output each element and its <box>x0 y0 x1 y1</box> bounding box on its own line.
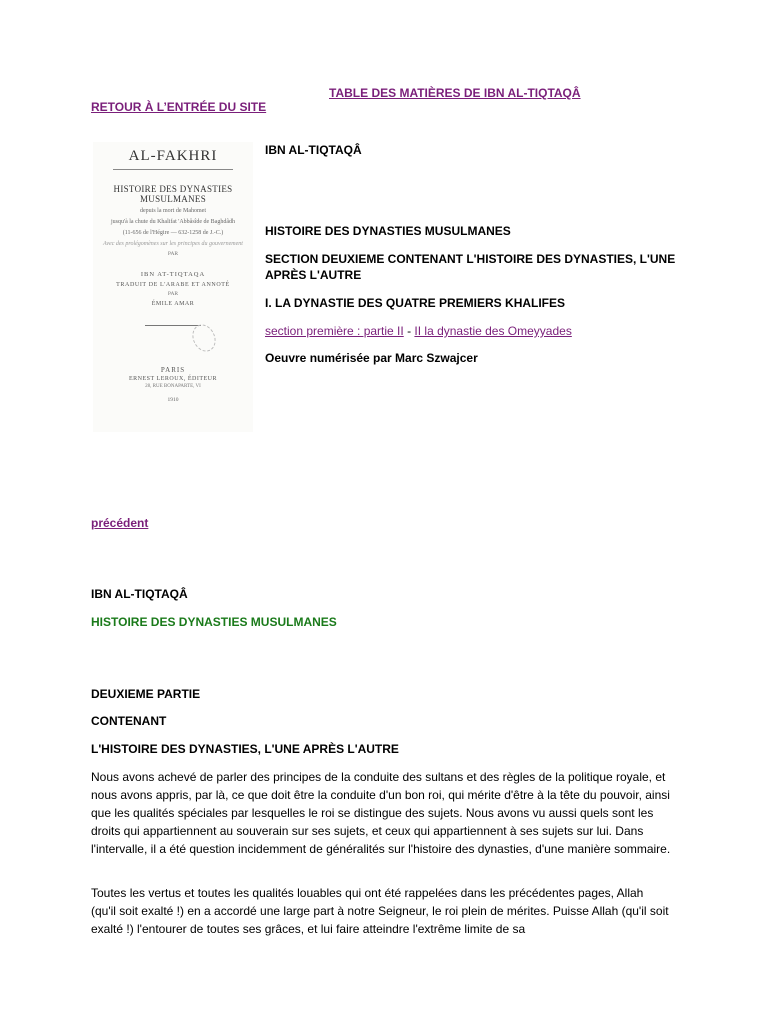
previous-link[interactable]: précédent <box>91 516 149 530</box>
cover-author: IBN AT-TIQTAQA <box>140 271 206 278</box>
cover-line-1: depuis la mort de Mahomet <box>140 208 206 214</box>
content-author: IBN AL-TIQTAQÂ <box>91 587 188 601</box>
body-paragraph-1: Nous avons achevé de parler des principes de la conduite des sultans et des règles de la politique royale, et nous avons appris, par là, ce que doit être la conduite d'un bon roi, qui mérite d'être à la tête du pouvoir, ainsi que les qualités spéciales par lesquelles le roi se distingue des sujets. Nous avons vu aussi quels sont les droits qui appartiennent au souverain sur ses sujets, et ceux qui appartiennent à ses sujets sur lui. Dans l'intervalle, il a été question incidemment de généralités sur l'histoire des dynasties, d'une manière sommaire. <box>91 770 671 856</box>
cover-translator: ÉMILE AMAR <box>151 301 195 307</box>
side-section-title: SECTION DEUXIEME CONTENANT L'HISTOIRE DES DYNASTIES, L'UNE APRÈS L'AUTRE <box>265 252 676 282</box>
containing-heading: CONTENANT <box>91 714 167 728</box>
cover-title: AL-FAKHRI <box>128 148 218 164</box>
book-cover-image <box>93 142 253 432</box>
back-to-site-link[interactable]: RETOUR À L’ENTRÉE DU SITE <box>91 100 267 114</box>
cover-par-1: PAR <box>167 251 179 257</box>
toc-link[interactable]: TABLE DES MATIÈRES DE IBN AL-TIQTAQÂ <box>329 86 581 100</box>
cover-subtitle: HISTOIRE DES DYNASTIES MUSULMANES <box>113 184 233 204</box>
cover-address: 28, RUE BONAPARTE, VI <box>145 384 201 389</box>
nav-separator: - <box>403 324 415 338</box>
chapter-heading: L'HISTOIRE DES DYNASTIES, L'UNE APRÈS L'AUTRE <box>91 742 399 756</box>
nav-next-section-link[interactable]: II la dynastie des Omeyyades <box>414 324 572 338</box>
cover-rule <box>113 169 233 170</box>
cover-city: PARIS <box>160 366 186 374</box>
chapter-nav <box>265 323 685 339</box>
nav-previous-section-link[interactable]: section première : partie II <box>265 324 404 338</box>
side-work-title: HISTOIRE DES DYNASTIES MUSULMANES <box>265 224 511 238</box>
content-work-title: HISTOIRE DES DYNASTIES MUSULMANES <box>91 615 337 629</box>
side-author: IBN AL-TIQTAQÂ <box>265 143 362 157</box>
cover-year: 1910 <box>167 397 179 403</box>
digitization-credit: Oeuvre numérisée par Marc Szwajcer <box>265 351 478 365</box>
cover-line-2: jusqu'à la chute du Khalifat 'Abbâsîde de Baghdâdh <box>111 219 235 225</box>
cover-translated: TRADUIT DE L'ARABE ET ANNOTÉ <box>116 282 230 288</box>
cover-publisher: ERNEST LEROUX, ÉDITEUR <box>128 376 218 382</box>
cover-line-3: (11-656 de l'Hégire — 632-1258 de J.-C.) <box>122 230 224 236</box>
body-paragraph-2: Toutes les vertus et toutes les qualités louables qui ont été rappelées dans les précédentes pages, Allah (qu'il soit exalté !) en a accordé une large part à notre Seigneur, le roi plein de mérites. Puisse Allah (qu'il soit exalté !) l'entourer de toutes ses grâces, et lui faire atteindre l'extrême limite de sa <box>91 886 669 936</box>
cover-divider <box>145 325 201 326</box>
cover-par-2: PAR <box>167 291 179 297</box>
part-heading: DEUXIEME PARTIE <box>91 687 201 701</box>
cover-line-4: Avec des prolégomènes sur les principes du gouvernement <box>103 241 243 247</box>
side-dynasty-title: I. LA DYNASTIE DES QUATRE PREMIERS KHALIFES <box>265 296 566 310</box>
